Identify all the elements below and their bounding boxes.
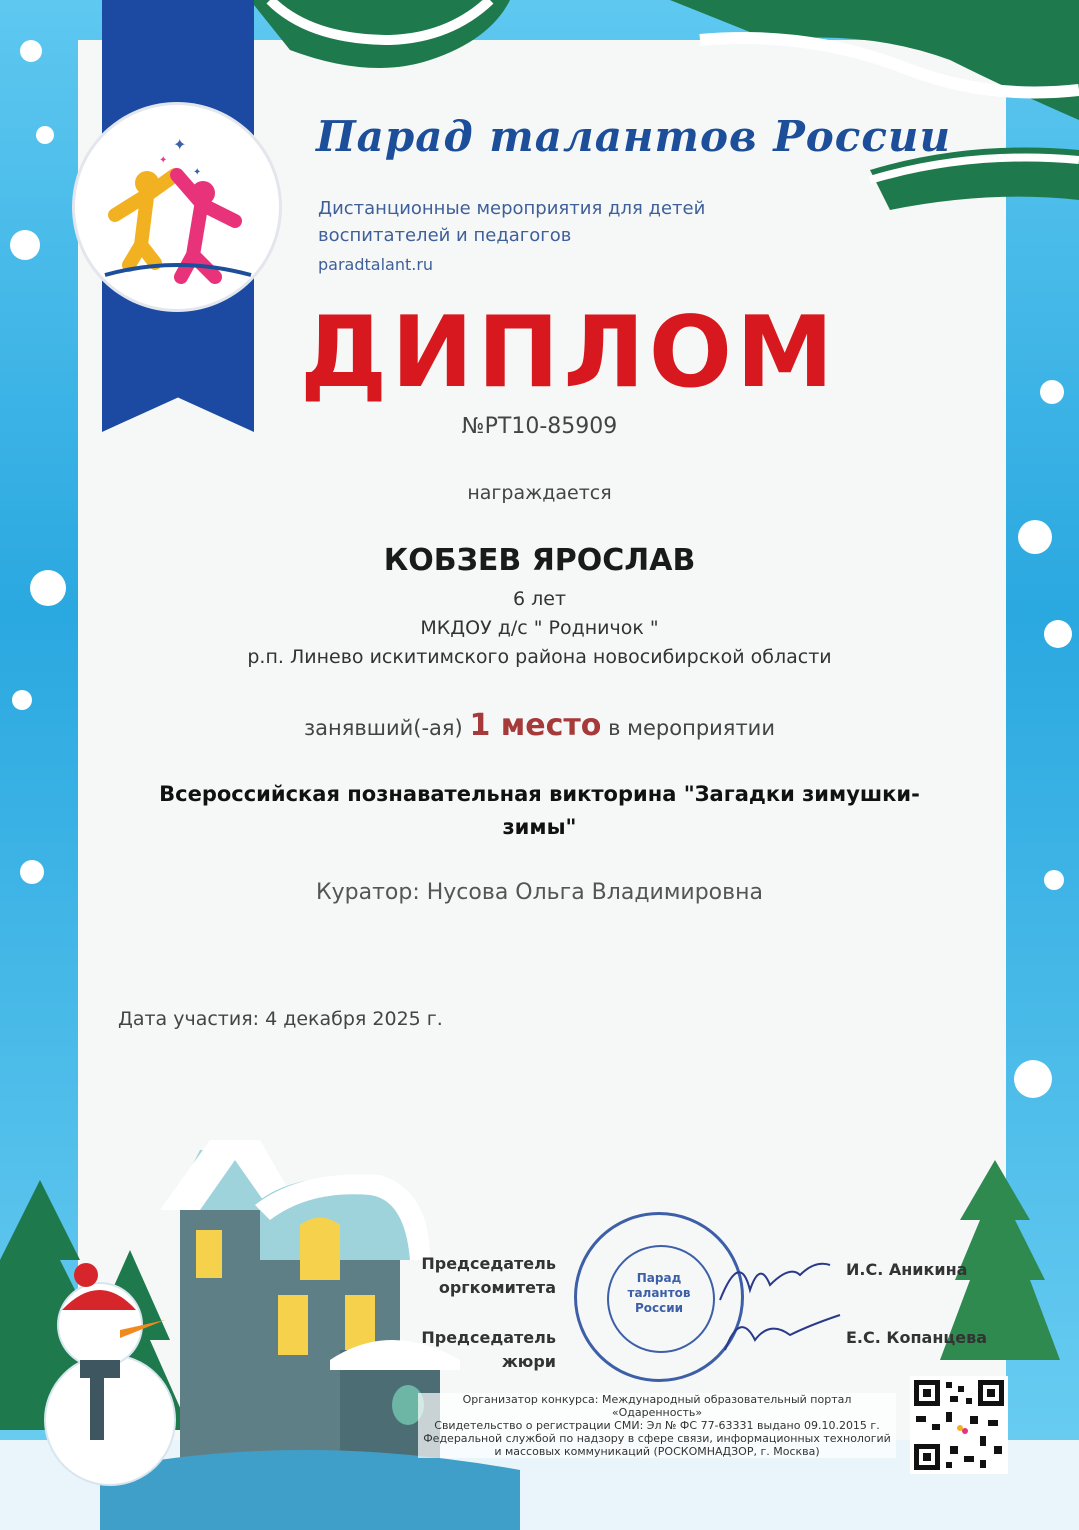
snowflake-decoration — [20, 40, 42, 62]
recipient-institution: МКДОУ д/с " Родничок " — [420, 617, 659, 639]
diploma-title: ДИПЛОМ — [300, 296, 838, 410]
place-suffix: в мероприятии — [608, 716, 775, 740]
chair-jury-name: Е.С. Копанцева — [846, 1328, 988, 1347]
brand-subtitle-line: Дистанционные мероприятия для детей — [318, 198, 706, 219]
diploma-number: №РТ10-85909 — [461, 414, 618, 439]
svg-text:✦: ✦ — [193, 167, 202, 178]
organizer-info-line: Организатор конкурса: Международный образовательный портал «Одаренность» — [462, 1393, 852, 1419]
svg-text:✦: ✦ — [173, 135, 187, 154]
stamp-text-line: талантов — [627, 1286, 691, 1300]
stamp-text-line: России — [634, 1301, 684, 1315]
organizer-info-line: Свидетельство о регистрации СМИ: Эл № ФС 77-63331 выдано 09.10.2015 г. — [434, 1419, 880, 1432]
place-prefix: занявший(-ая) — [304, 716, 463, 740]
recipient-name: КОБЗЕВ ЯРОСЛАВ — [383, 543, 696, 578]
dancing-children-logo-icon — [75, 105, 279, 309]
chair-org-label-line: Председатель — [421, 1254, 556, 1273]
recipient-age: 6 лет — [512, 588, 567, 610]
snowflake-decoration — [1014, 1060, 1052, 1098]
awarded-label: награждается — [467, 482, 612, 504]
snowflake-decoration — [12, 690, 32, 710]
chair-org-label-line: оргкомитета — [438, 1278, 556, 1297]
qr-code[interactable] — [910, 1376, 1008, 1474]
chair-jury-label-line: жюри — [501, 1352, 556, 1371]
event-title — [0, 778, 1079, 844]
chair-org-label — [408, 1252, 556, 1300]
site-link[interactable]: paradtalant.ru — [318, 255, 434, 274]
svg-text:✦: ✦ — [159, 155, 168, 166]
place-statement — [0, 708, 1079, 743]
participation-date: Дата участия: 4 декабря 2025 г. — [118, 1008, 443, 1030]
curator: Куратор: Нусова Ольга Владимировна — [316, 880, 763, 905]
brand-subtitle-line: воспитателей и педагогов — [318, 225, 572, 246]
chair-jury-label-line: Председатель — [421, 1328, 556, 1347]
place-value: 1 место — [469, 708, 602, 743]
snowflake-decoration — [10, 230, 40, 260]
recipient-location: р.п. Линево искитимского района новосибирской области — [247, 646, 832, 668]
organizer-info-line: и массовых коммуникаций (РОСКОМНАДЗОР, г. Москва) — [494, 1445, 820, 1458]
chair-jury-label — [408, 1326, 556, 1374]
logo — [75, 105, 279, 309]
chair-org-name: И.С. Аникина — [846, 1260, 968, 1279]
handwritten-signatures — [700, 1240, 850, 1370]
qr-code-icon — [910, 1376, 1008, 1474]
snowflake-decoration — [36, 126, 54, 144]
snowflake-decoration — [1040, 380, 1064, 404]
brand-subtitle — [318, 195, 705, 249]
event-title-line: Всероссийская познавательная викторина "Загадки зимушки- — [159, 782, 920, 806]
event-title-line: зимы" — [502, 815, 577, 839]
brand-title: Парад талантов России — [316, 112, 952, 161]
organizer-info-line: Федеральной службой по надзору в сфере связи, информационных технологий — [423, 1432, 891, 1445]
stamp-text-line: Парад — [636, 1271, 682, 1285]
organizer-info — [418, 1393, 896, 1458]
